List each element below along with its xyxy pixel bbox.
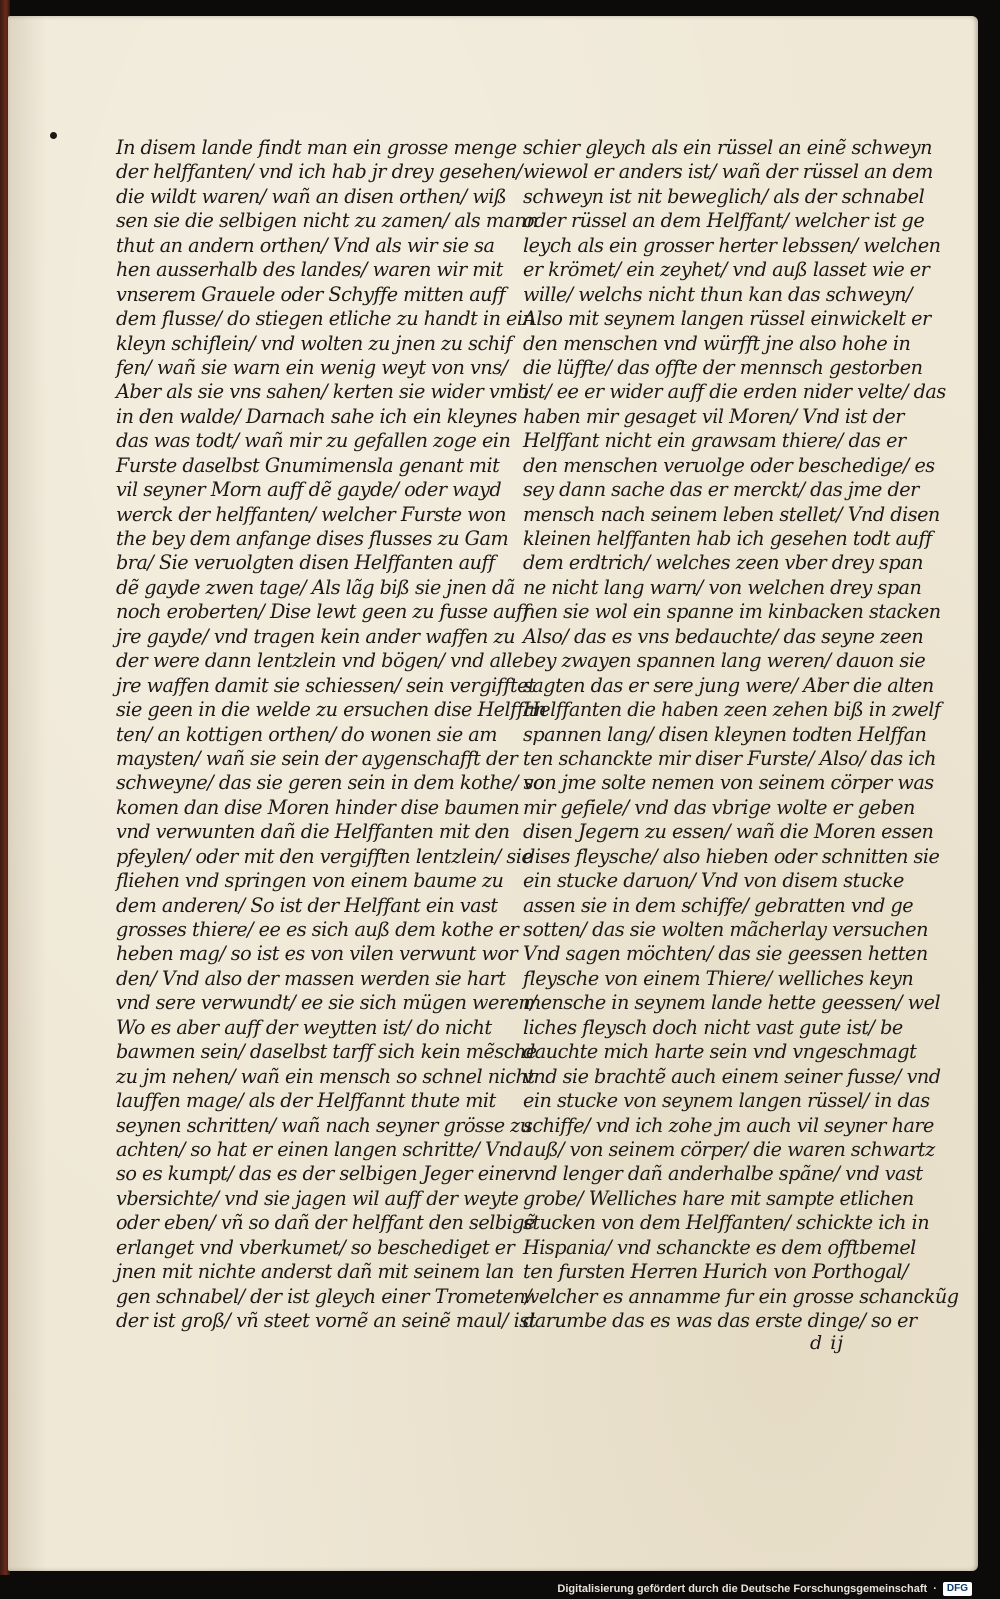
right-column-line: darumbe das es was das erste dinge/ so er	[523, 1309, 917, 1332]
right-column-line: dem erdtrich/ welches zeen vber drey span	[523, 551, 923, 575]
right-column-line: schier gleych als ein rüssel an einẽ schweyn	[523, 136, 932, 159]
left-column-line: schweyne/ das sie geren sein in dem kothe/ so	[116, 771, 544, 795]
right-column-line: sey dann sache das er merckt/ das jme der	[523, 478, 919, 502]
right-column-line: ten fursten Herren Hurich von Porthogal/	[523, 1260, 909, 1284]
left-column-line: erlanget vnd vberkumet/ so beschediget er	[116, 1235, 515, 1259]
right-column-line: vnd sie brachtẽ auch einem seiner fusse/ vnd	[523, 1064, 941, 1088]
left-column-line: vbersichte/ vnd sie jagen wil auff der weyte	[116, 1186, 519, 1210]
right-column-line: fleysche von einem Thiere/ welliches keyn	[523, 966, 914, 990]
left-column-line: Aber als sie vns sahen/ kerten sie wider vmb	[116, 380, 529, 404]
left-column-line: der ist groß/ vñ steet vornẽ an seinẽ maul/ ist	[116, 1309, 536, 1332]
left-column-line: pfeylen/ oder mit den vergifften lentzlein/ sie	[116, 844, 533, 868]
left-column-line: fliehen vnd springen von einem baume zu	[116, 869, 504, 893]
right-column-line: ein stucke von seynem langen rüssel/ in das	[523, 1089, 930, 1113]
right-column-line: wiewol er anders ist/ wañ der rüssel an dem	[523, 160, 933, 184]
left-column-line: der helffanten/ vnd ich hab jr drey gesehen/	[116, 160, 523, 184]
right-column-line: Helffant nicht ein grawsam thiere/ das er	[523, 429, 906, 453]
book-page	[8, 16, 978, 1571]
right-column-line: Hispania/ vnd schanckte es dem offtbemel	[523, 1235, 916, 1259]
right-column-line: mensche in seynem lande hette geessen/ wel	[523, 991, 941, 1015]
signature-mark: d ij	[810, 1332, 845, 1354]
right-column-line: den menschen veruolge oder beschedige/ es	[523, 453, 935, 477]
left-column-line: dem flusse/ do stiegen etliche zu handt in ein	[116, 307, 535, 331]
left-column-line: bra/ Sie veruolgten disen Helffanten auff	[116, 551, 495, 575]
left-column-line: bawmen sein/ daselbst tarff sich kein mẽsche	[116, 1040, 537, 1064]
digitization-footer	[557, 1582, 972, 1596]
left-column-line: so es kumpt/ das es der selbigen Jeger einer	[116, 1162, 526, 1186]
ink-dot-mark	[50, 132, 57, 139]
left-column-line: sen sie die selbigen nicht zu zamen/ als mann	[116, 209, 539, 233]
right-column-line: bey zwayen spannen lang weren/ dauon sie	[523, 649, 926, 673]
right-column-line: sotten/ das sie wolten mãcherlay versuchen	[523, 918, 929, 941]
right-column-line: dises fleysche/ also hieben oder schnitten sie	[523, 844, 940, 868]
right-column-line: oder rüssel an dem Helffant/ welcher ist ge	[523, 209, 925, 233]
left-column-line: lauffen mage/ als der Helffannt thute mit	[116, 1089, 496, 1113]
right-column-line: leych als ein grosser herter lebssen/ welchen	[523, 233, 941, 257]
right-column-line: schweyn ist nit beweglich/ als der schnabel	[523, 184, 925, 208]
left-column-line: dem anderen/ So ist der Helffant ein vast	[116, 893, 498, 917]
right-column-line: den menschen vnd würfft jne also hohe in	[523, 331, 911, 355]
left-column-line: heben mag/ so ist es von vilen verwunt wor	[116, 942, 518, 966]
right-column-line: disen Jegern zu essen/ wañ die Moren essen	[523, 820, 934, 844]
left-column-line: zu jm nehen/ wañ ein mensch so schnel nicht	[116, 1064, 535, 1088]
right-column-line: kleinen helffanten hab ich gesehen todt auff	[523, 527, 932, 550]
left-column-line: maysten/ wañ sie sein der aygenschafft der	[116, 746, 518, 770]
right-column-line: mensch nach seinem leben stellet/ Vnd disen	[523, 502, 940, 526]
right-text-column	[523, 136, 959, 1333]
left-column-line: vnd verwunten dañ die Helffanten mit den	[116, 820, 510, 844]
right-column-line: vnd lenger dañ anderhalbe spãne/ vnd vast	[523, 1162, 923, 1186]
left-column-line: hen ausserhalb des landes/ waren wir mit	[116, 258, 503, 282]
left-column-line: In disem lande findt man ein grosse menge	[116, 136, 517, 159]
right-column-line: die lüffte/ das offte der mennsch gestorben	[523, 355, 923, 379]
right-column-line: schiffe/ vnd ich zohe jm auch vil seyner hare	[523, 1113, 934, 1137]
footer-credit-text: Digitalisierung gefördert durch die Deutsche Forschungsgemeinschaft	[557, 1583, 928, 1595]
right-column-line: nen sie wol ein spanne im kinbacken stacken	[523, 600, 941, 624]
left-column-line: in den walde/ Darnach sahe ich ein kleynes	[116, 404, 517, 428]
left-column-line: seynen schritten/ wañ nach seyner grösse zu	[116, 1113, 532, 1137]
left-column-line: ten/ an kottigen orthen/ do wonen sie am	[116, 722, 497, 746]
right-column-line: assen sie in dem schiffe/ gebratten vnd ge	[523, 893, 914, 917]
right-column-line: von jme solte nemen von seinem cörper was	[523, 771, 934, 795]
left-column-line: den/ Vnd also der massen werden sie hart	[116, 966, 506, 990]
right-column-line: sagten das er sere jung were/ Aber die alten	[523, 673, 934, 697]
left-column-line: der were dann lentzlein vnd bögen/ vnd alle	[116, 649, 523, 673]
right-column-line: Also mit seynem langen rüssel einwickelt er	[523, 307, 931, 331]
right-column-line: auß/ von seinem cörper/ die waren schwartz	[523, 1137, 935, 1161]
right-column-line: dauchte mich harte sein vnd vngeschmagt	[523, 1040, 917, 1064]
left-column-line: werck der helffanten/ welcher Furste won	[116, 502, 507, 526]
left-column-line: gen schnabel/ der ist gleych einer Trometen/	[116, 1284, 532, 1308]
right-column-line: liches fleysch doch nicht vast gute ist/ be	[523, 1015, 903, 1039]
left-column-line: Wo es aber auff der weytten ist/ do nicht	[116, 1015, 492, 1039]
left-column-line: dẽ gayde zwen tage/ Als lãg biß sie jnen dã	[116, 575, 515, 599]
left-column-line: vnd sere verwundt/ ee sie sich mügen weren/	[116, 991, 537, 1015]
right-column-line: wille/ welchs nicht thun kan das schweyn/	[523, 282, 913, 306]
footer-separator: ·	[933, 1583, 937, 1595]
left-column-line: the bey dem anfange dises flusses zu Gam	[116, 527, 509, 550]
right-column-line: Helffanten die haben zeen zehen biß in zwelf	[523, 698, 941, 722]
right-column-line: Also/ das es vns bedauchte/ das seyne zeen	[523, 624, 924, 648]
right-column-line: stucken von dem Helffanten/ schickte ich in	[523, 1211, 930, 1235]
right-column-line: ten schanckte mir diser Furste/ Also/ das ich	[523, 746, 936, 770]
right-column-line: spannen lang/ disen kleynen todten Helffan	[523, 722, 927, 746]
right-column-line: welcher es annamme fur ein grosse schanckũg	[523, 1284, 959, 1308]
left-column-line: jnen mit nichte anderst dañ mit seinem lan	[116, 1260, 514, 1284]
left-column-line: jre gayde/ vnd tragen kein ander waffen zu	[116, 624, 515, 648]
left-column-line: das was todt/ wañ mir zu gefallen zoge ein	[116, 429, 511, 453]
left-column-line: vil seyner Morn auff dẽ gayde/ oder wayd	[116, 478, 502, 502]
dfg-logo: DFG	[943, 1582, 972, 1596]
right-column-line: er krömet/ ein zeyhet/ vnd auß lasset wie er	[523, 258, 930, 282]
right-column-line: ist/ ee er wider auff die erden nider velte/ das	[523, 380, 946, 404]
right-column-line: Vnd sagen möchten/ das sie geessen hetten	[523, 942, 928, 966]
left-column-line: grosses thiere/ ee es sich auß dem kothe er	[116, 918, 519, 941]
left-column-line: thut an andern orthen/ Vnd als wir sie sa	[116, 233, 495, 257]
left-column-line: die wildt waren/ wañ an disen orthen/ wiß	[116, 184, 507, 208]
right-column-line: ne nicht lang warn/ von welchen drey span	[523, 575, 922, 599]
left-column-line: komen dan dise Moren hinder dise baumen	[116, 795, 520, 819]
left-column-line: Furste daselbst Gnumimensla genant mit	[116, 453, 500, 477]
left-column-line: kleyn schiflein/ vnd wolten zu jnen zu schif	[116, 331, 512, 355]
left-column-line: noch eroberten/ Dise lewt geen zu fusse auff	[116, 600, 530, 624]
right-column-line: mir gefiele/ vnd das vbrige wolte er geben	[523, 795, 915, 819]
right-column-line: grobe/ Welliches hare mit sampte etlichen	[523, 1186, 914, 1210]
left-text-column	[116, 136, 547, 1333]
left-column-line: oder eben/ vñ so dañ der helffant den selbigẽ	[116, 1211, 535, 1235]
left-column-line: achten/ so hat er einen langen schritte/ Vnd	[116, 1137, 523, 1161]
right-column-line: ein stucke daruon/ Vnd von disem stucke	[523, 869, 904, 893]
left-column-line: fen/ wañ sie warn ein wenig weyt von vns/	[116, 355, 508, 379]
left-column-line: jre waffen damit sie schiessen/ sein vergifftet	[116, 673, 536, 697]
left-column-line: sie geen in die welde zu ersuchen dise Helffan	[116, 698, 547, 722]
left-column-line: vnserem Grauele oder Schyffe mitten auff	[116, 282, 506, 306]
right-column-line: haben mir gesaget vil Moren/ Vnd ist der	[523, 404, 904, 428]
